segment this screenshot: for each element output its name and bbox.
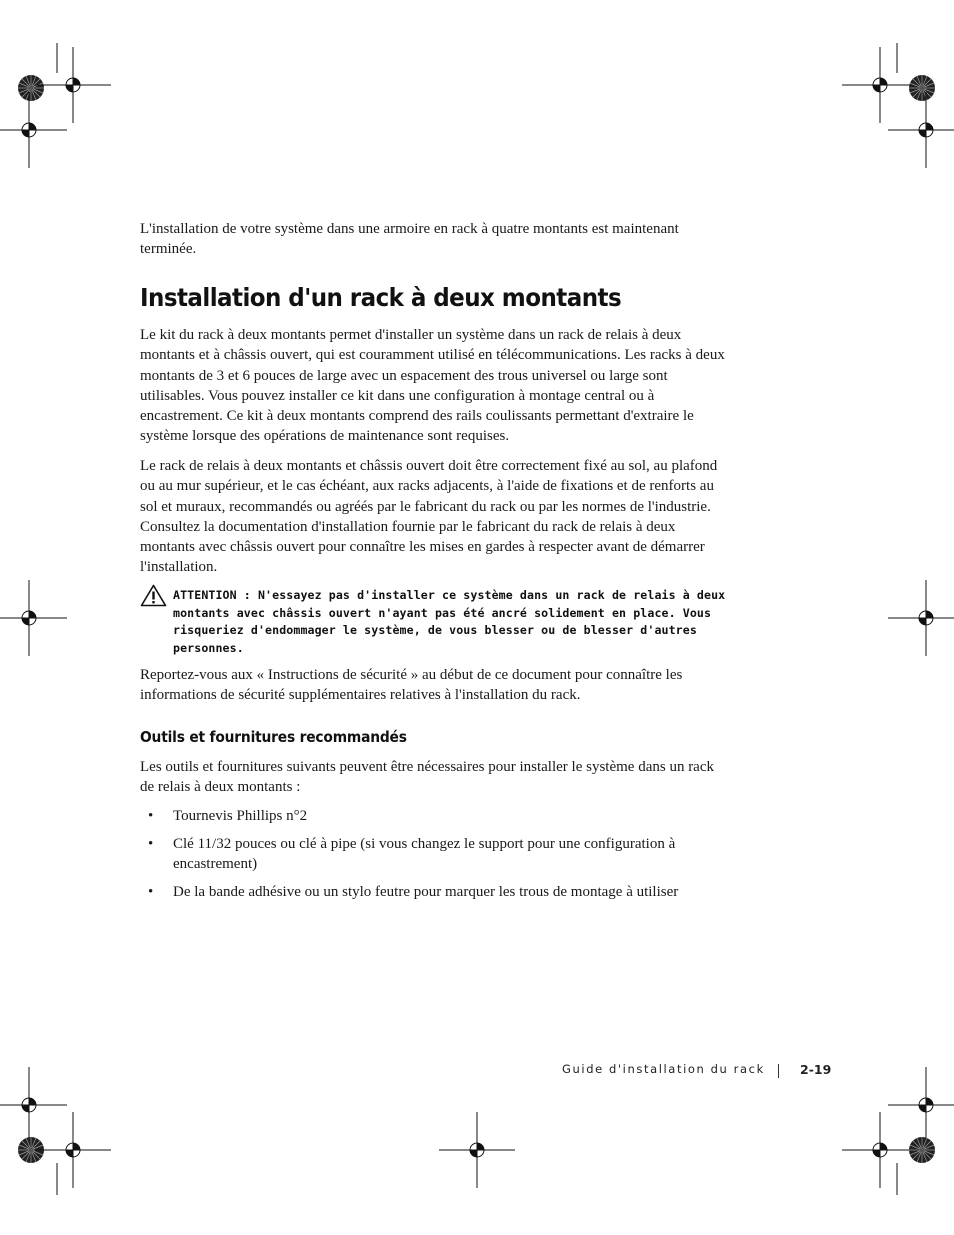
crosshair-mark bbox=[0, 92, 67, 168]
crosshair-mark bbox=[439, 1112, 515, 1188]
list-item-text: Tournevis Phillips n°2 bbox=[173, 808, 308, 824]
list-item bbox=[140, 806, 740, 826]
bullet-icon: • bbox=[148, 836, 154, 852]
crosshair-mark bbox=[842, 47, 918, 123]
crosshair-mark bbox=[888, 1067, 954, 1143]
warning-text: ATTENTION : N'essayez pas d'installer ce système dans un rack de relais à deux montants avec châssis ouvert n'ayant pas été ancré solidement en place. Vous risqueriez d'endommager le système, de vous blesser ou de blesser d'autres personnes. bbox=[173, 588, 726, 655]
bullet-icon: • bbox=[148, 808, 154, 824]
section-paragraph-1: Le kit du rack à deux montants permet d'installer un système dans un rack de relais à deux montants et à châssis ouvert, qui est couramment utilisé en télécommunications. Les racks à deux montants de 3 et 6 pouces de large avec un espacement des trous universel ou large sont utilisables. Vous pouvez installer ce kit dans une configuration à montage central ou à encastrement. Ce kit à deux montants comprend des rails coulissants permettant d'extraire le système lorsque des opérations de maintenance sont requises. bbox=[140, 327, 725, 445]
starburst-mark bbox=[18, 75, 44, 101]
intro-paragraph: L'installation de votre système dans une armoire en rack à quatre montants est maintenant terminée. bbox=[140, 221, 679, 258]
footer-separator bbox=[778, 1064, 779, 1078]
section-paragraph-2: Le rack de relais à deux montants et châssis ouvert doit être correctement fixé au sol, au plafond ou au mur supérieur, et le cas échéant, aux racks adjacents, à l'aide de fixations et de renforts au sol et muraux, recommandés ou agréés par le fabricant du rack ou par les normes de l'industrie. Consultez la documentation d'installation fournie par le fabricant du rack de relais à deux montants avec châssis ouvert pour connaître les mises en gardes à respecter avant de démarrer l'installation. bbox=[140, 458, 718, 576]
crosshair-mark bbox=[0, 580, 67, 656]
safety-reference-paragraph: Reportez-vous aux « Instructions de sécurité » au début de ce document pour connaître les informations de sécurité supplémentaires relatives à l'installation du rack. bbox=[140, 667, 683, 704]
list-item bbox=[140, 882, 740, 902]
crosshair-mark bbox=[0, 1067, 67, 1143]
list-item-text: De la bande adhésive ou un stylo feutre pour marquer les trous de montage à utiliser bbox=[173, 884, 679, 900]
crosshair-mark bbox=[888, 580, 954, 656]
footer-guide-title: Guide d'installation du rack bbox=[562, 1062, 765, 1076]
tools-list bbox=[140, 806, 740, 910]
starburst-mark bbox=[18, 1137, 44, 1163]
tools-intro-paragraph: Les outils et fournitures suivants peuvent être nécessaires pour installer le système dans un rack de relais à deux montants : bbox=[140, 759, 714, 796]
warning-callout bbox=[140, 584, 740, 658]
starburst-mark bbox=[909, 1137, 935, 1163]
crosshair-mark bbox=[35, 1112, 111, 1188]
subsection-title: Outils et fournitures recommandés bbox=[140, 728, 407, 746]
crosshair-mark bbox=[842, 1112, 918, 1188]
page-number: 2-19 bbox=[800, 1062, 832, 1077]
crosshair-mark bbox=[888, 92, 954, 168]
section-title: Installation d'un rack à deux montants bbox=[140, 283, 622, 312]
list-item bbox=[140, 834, 740, 874]
warning-triangle-icon bbox=[140, 584, 167, 607]
crosshair-mark bbox=[35, 47, 111, 123]
starburst-mark bbox=[909, 75, 935, 101]
bullet-icon: • bbox=[148, 884, 154, 900]
list-item-text: Clé 11/32 pouces ou clé à pipe (si vous changez le support pour une configuration à encastrement) bbox=[173, 836, 676, 872]
